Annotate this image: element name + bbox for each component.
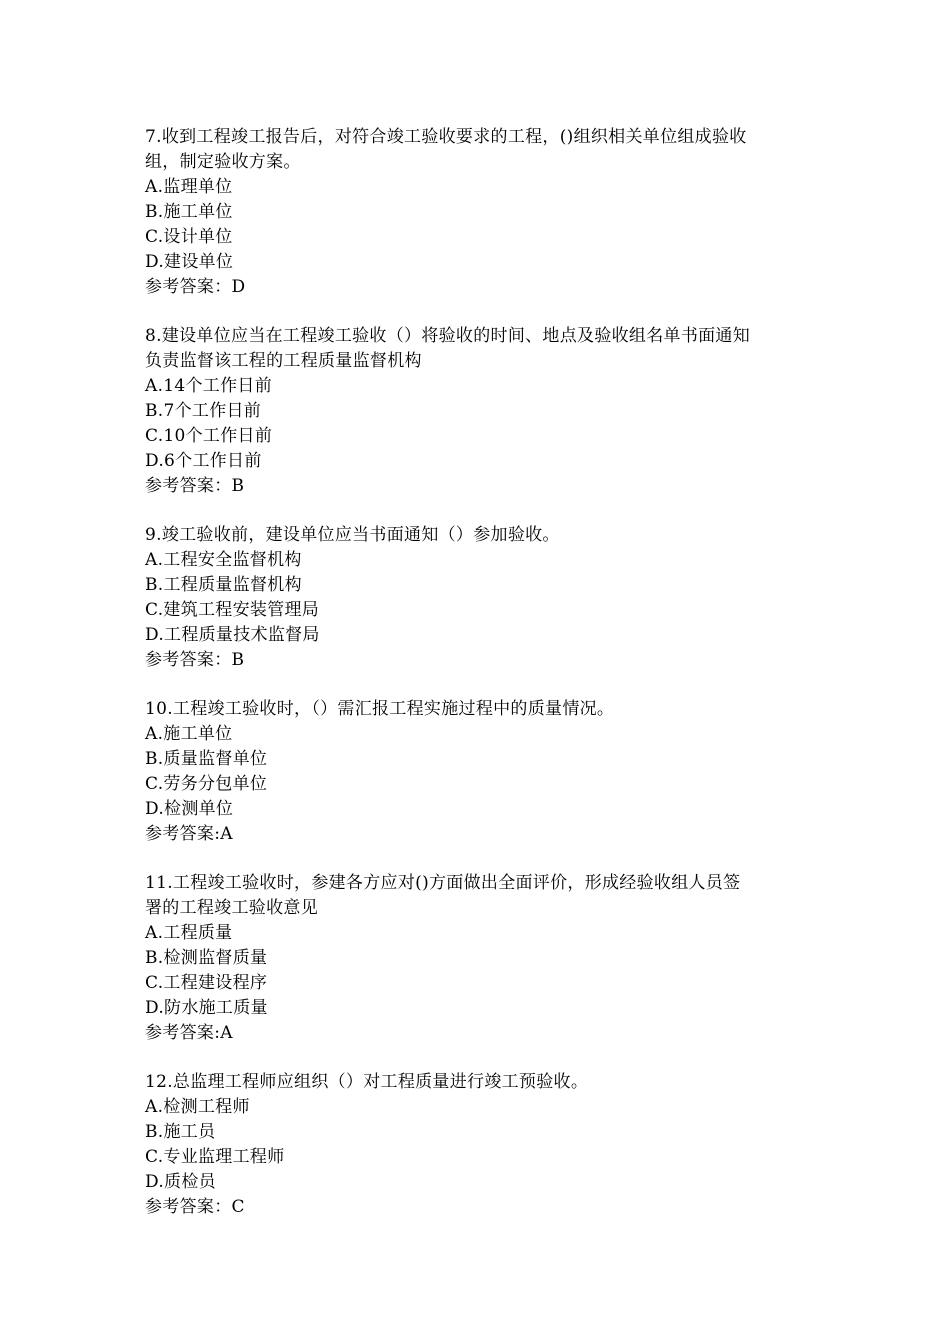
option-c: C.工程建设程序 xyxy=(145,973,268,993)
question-10 xyxy=(145,697,815,847)
option-d: D.建设单位 xyxy=(145,252,234,272)
question-8 xyxy=(145,324,815,499)
reference-answer: 参考答案:A xyxy=(145,1023,233,1043)
option-c: C.劳务分包单位 xyxy=(145,774,268,794)
option-c: C.设计单位 xyxy=(145,227,233,247)
question-stem: 署的工程竣工验收意见 xyxy=(145,898,318,918)
question-stem: 7.收到工程竣工报告后，对符合竣工验收要求的工程，()组织相关单位组成验收 xyxy=(145,127,747,147)
question-stem: 组，制定验收方案。 xyxy=(145,152,301,172)
option-c: C.专业监理工程师 xyxy=(145,1147,285,1167)
question-9 xyxy=(145,523,815,673)
option-a: A.14个工作日前 xyxy=(145,376,273,396)
reference-answer: 参考答案：C xyxy=(145,1197,245,1217)
question-11 xyxy=(145,871,815,1046)
reference-answer: 参考答案：B xyxy=(145,476,245,496)
reference-answer: 参考答案：B xyxy=(145,650,245,670)
question-stem: 10.工程竣工验收时，（）需汇报工程实施过程中的质量情况。 xyxy=(145,699,615,719)
option-a: A.检测工程师 xyxy=(145,1097,250,1117)
option-c: C.建筑工程安装管理局 xyxy=(145,600,320,620)
question-12 xyxy=(145,1070,815,1220)
option-b: B.检测监督质量 xyxy=(145,948,268,968)
option-a: A.施工单位 xyxy=(145,724,233,744)
reference-answer: 参考答案：D xyxy=(145,277,246,297)
option-d: D.防水施工质量 xyxy=(145,998,268,1018)
question-stem: 8.建设单位应当在工程竣工验收（）将验收的时间、地点及验收组名单书面通知 xyxy=(145,326,751,346)
option-a: A.工程质量 xyxy=(145,923,233,943)
option-d: D.6个工作日前 xyxy=(145,451,262,471)
question-stem: 9.竣工验收前，建设单位应当书面通知（）参加验收。 xyxy=(145,525,560,545)
question-stem: 负责监督该工程的工程质量监督机构 xyxy=(145,351,422,371)
option-c: C.10个工作日前 xyxy=(145,426,273,446)
option-b: B.施工单位 xyxy=(145,202,233,222)
option-d: D.质检员 xyxy=(145,1172,216,1192)
option-b: B.质量监督单位 xyxy=(145,749,268,769)
option-b: B.施工员 xyxy=(145,1122,216,1142)
option-d: D.工程质量技术监督局 xyxy=(145,625,320,645)
question-stem: 12.总监理工程师应组织（）对工程质量进行竣工预验收。 xyxy=(145,1072,589,1092)
reference-answer: 参考答案:A xyxy=(145,824,233,844)
option-a: A.监理单位 xyxy=(145,177,233,197)
option-b: B.工程质量监督机构 xyxy=(145,575,302,595)
question-7 xyxy=(145,125,815,300)
option-a: A.工程安全监督机构 xyxy=(145,550,302,570)
question-stem: 11.工程竣工验收时，参建各方应对()方面做出全面评价，形成经验收组人员签 xyxy=(145,873,741,893)
option-b: B.7个工作日前 xyxy=(145,401,262,421)
option-d: D.检测单位 xyxy=(145,799,234,819)
